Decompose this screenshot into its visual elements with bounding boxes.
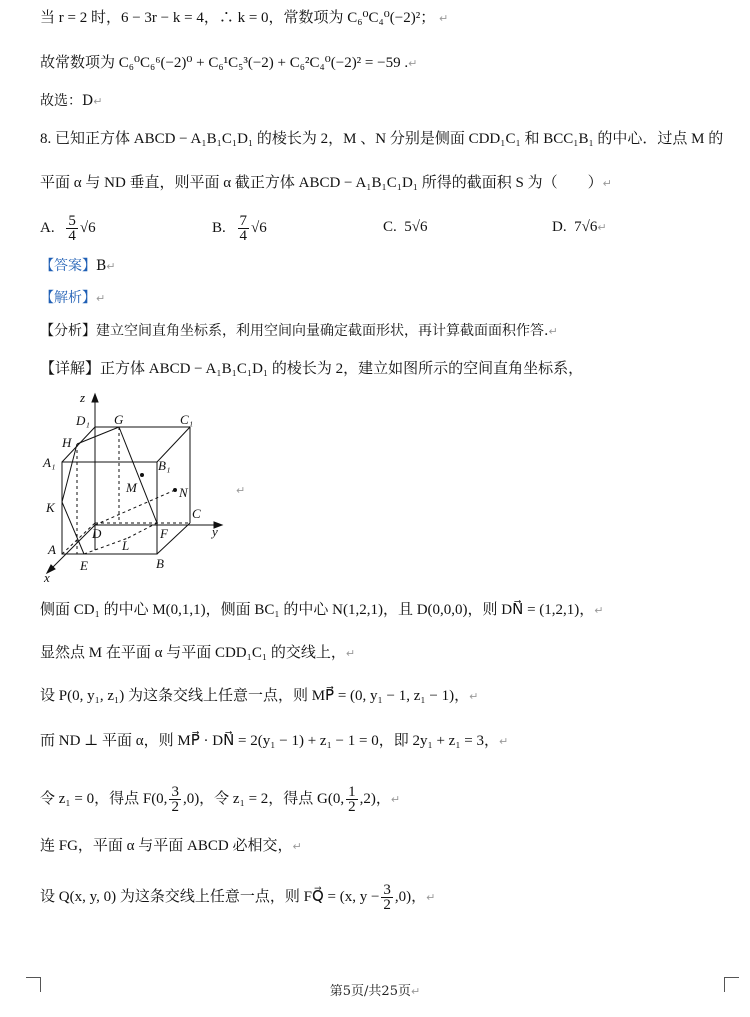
analysis-tag-line: 【解析】↵ <box>40 290 106 306</box>
cube-figure <box>40 390 240 585</box>
page-footer: 第5页/共25页↵ <box>329 984 421 999</box>
label-z: z <box>80 390 86 405</box>
label-m: M <box>126 480 137 495</box>
text-line-1: 当 r = 2 时，6 − 3r − k = 4，∴ k = 0，常数项为 C₆⁰C₄⁰(−2)²； ↵ <box>40 10 449 26</box>
label-d1: D₁ <box>76 413 90 428</box>
text-line-2: 故常数项为 C₆⁰C₆⁶(−2)⁰ + C₆¹C₅³(−2) + C₆²C₄⁰(−2)² = −59 .↵ <box>40 55 418 71</box>
option-b: B. $\frac{7}{4}$ √6 <box>212 213 267 244</box>
option-a: A. $\frac{5}{4}$ √6 <box>40 213 96 244</box>
solution-line-3: 设 P(0, y₁, z₁) 为这条交线上任意一点，则 MP⃗ = (0, y₁ − 1, z₁ − 1)，↵ <box>40 688 479 704</box>
label-d: D <box>92 526 102 541</box>
option-d: D. 7√6↵ <box>552 219 607 235</box>
label-b: B <box>156 556 164 571</box>
question-8-line-1: 8. 已知正方体 ABCD − A₁B₁C₁D₁ 的棱长为 2，M 、N 分别是侧面 CDD₁C₁ 和 BCC₁B₁ 的中心．过点 M 的 <box>40 131 724 147</box>
label-k: K <box>46 500 55 515</box>
solution-line-1: 侧面 CD₁ 的中心 M(0,1,1)，侧面 BC₁ 的中心 N(1,2,1)，且 D(0,0,0)，则 DN⃗ = (1,2,1)，↵ <box>40 602 604 618</box>
label-y: y <box>212 524 218 539</box>
label-c1: C₁ <box>180 412 194 427</box>
label-f: F <box>160 526 168 541</box>
option-c: C. 5√6 <box>383 219 428 235</box>
solution-line-2: 显然点 M 在平面 α 与平面 CDD₁C₁ 的交线上，↵ <box>40 645 356 661</box>
label-a1: A₁ <box>43 455 56 470</box>
return-mark: ↵ <box>236 484 246 497</box>
solution-line-7: 设 Q(x, y, 0) 为这条交线上任意一点，则 FQ⃗ = (x, y − $\frac{3}{2}$ ,0)，↵ <box>40 882 436 913</box>
solution-line-6: 连 FG，平面 α 与平面 ABCD 必相交，↵ <box>40 838 302 854</box>
label-a: A <box>48 542 56 557</box>
label-c: C <box>192 506 201 521</box>
label-b1: B₁ <box>158 458 171 473</box>
label-h: H <box>62 435 72 450</box>
fenxi-line: 【分析】建立空间直角坐标系，利用空间向量确定截面形状，再计算截面面积作答.↵ <box>40 323 558 339</box>
solution-line-4: 而 ND ⊥ 平面 α，则 MP⃗ · DN⃗ = 2(y₁ − 1) + z₁ − 1 = 0，即 2y₁ + z₁ = 3，↵ <box>40 733 509 749</box>
label-n: N <box>179 485 188 500</box>
answer-tag: 【答案】 <box>40 258 96 274</box>
label-l: L <box>122 538 130 553</box>
solution-line-5: 令 z₁ = 0，得点 F(0, $\frac{3}{2}$ ,0)，令 z₁ = 2，得点 G(0, $\frac{1}{2}$ ,2)，↵ <box>40 784 401 815</box>
label-e: E <box>80 558 88 573</box>
answer-line: 【答案】B↵ <box>40 258 116 274</box>
detail-line: 【详解】正方体 ABCD − A₁B₁C₁D₁ 的棱长为 2，建立如图所示的空间直角坐标系， <box>40 361 584 377</box>
label-g: G <box>114 412 124 427</box>
question-8-line-2: 平面 α 与 ND 垂直，则平面 α 截正方体 ABCD − A₁B₁C₁D₁ 所得的截面积 S 为（ ）↵ <box>40 175 612 191</box>
label-x: x <box>44 570 50 585</box>
text-line-3: 故选：D↵ <box>40 93 103 109</box>
